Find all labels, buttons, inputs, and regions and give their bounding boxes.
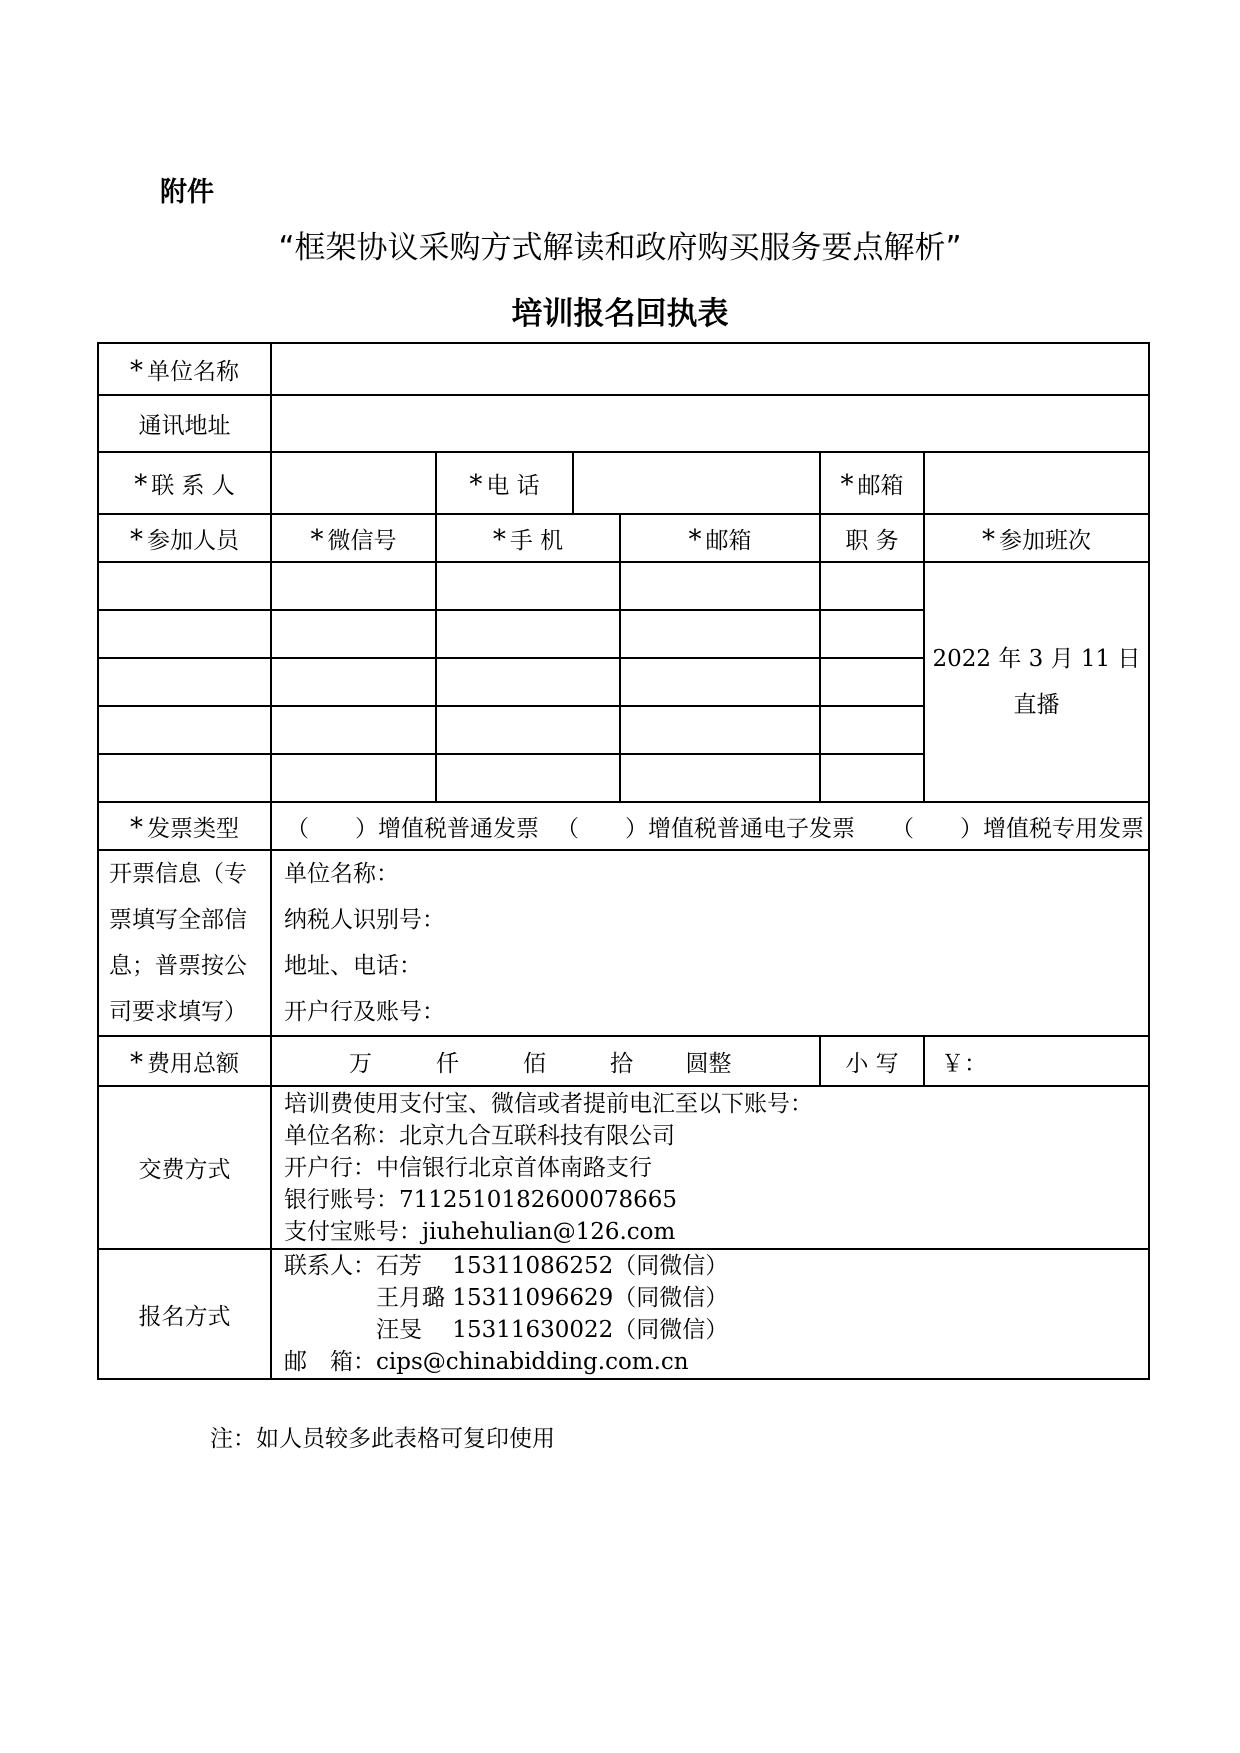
form-title: 培训报名回执表	[511, 296, 729, 332]
participants-label: * 参加人员	[98, 514, 271, 562]
participant-email-cell[interactable]	[620, 706, 820, 754]
session-header: * 参加班次	[924, 514, 1149, 562]
invoice-address-phone[interactable]: 地址、电话：	[284, 953, 422, 979]
contact-label: * 联 系 人	[98, 452, 271, 514]
invoice-option-normal[interactable]: （ ）增值税普通发票	[286, 815, 539, 842]
invoice-info-label: 开票信息（专 票填写全部信 息；普票按公 司要求填写）	[98, 850, 271, 1036]
invoice-type-row	[98, 802, 1149, 850]
document-title: “框架协议采购方式解读和政府购买服务要点解析”	[278, 230, 962, 266]
email-input[interactable]	[924, 452, 1149, 514]
attachment-label: 附件	[160, 177, 214, 208]
invoice-tax-id[interactable]: 纳税人识别号：	[284, 907, 445, 933]
phone-label: * 电 话	[436, 452, 573, 514]
fee-amount-uppercase[interactable]: 万 仟 佰 拾 圆整	[271, 1036, 820, 1086]
participant-position-cell[interactable]	[820, 754, 924, 802]
fee-row	[98, 1036, 1149, 1086]
contact-input[interactable]	[271, 452, 436, 514]
participant-wechat-cell[interactable]	[271, 754, 436, 802]
participant-name-cell[interactable]	[98, 754, 271, 802]
address-row	[98, 395, 1149, 452]
invoice-unit-name[interactable]: 单位名称：	[284, 861, 399, 887]
participant-email-cell[interactable]	[620, 658, 820, 706]
participant-wechat-cell[interactable]	[271, 706, 436, 754]
email-label: * 邮箱	[820, 452, 924, 514]
participant-email-header: * 邮箱	[620, 514, 820, 562]
unit-name-input[interactable]	[271, 343, 1149, 395]
contact-row	[98, 452, 1149, 514]
participant-position-cell[interactable]	[820, 706, 924, 754]
invoice-option-electronic[interactable]: （ ）增值税普通电子发票	[556, 815, 855, 842]
participant-mobile-cell[interactable]	[436, 706, 620, 754]
invoice-type-label: * 发票类型	[98, 802, 271, 850]
invoice-option-special[interactable]: （ ）增值税专用发票	[891, 815, 1144, 842]
footnote: 注：如人员较多此表格可复印使用	[210, 1426, 555, 1452]
fee-lowercase-label: 小 写	[820, 1036, 924, 1086]
fee-lowercase-value[interactable]: ￥：	[924, 1036, 1149, 1086]
participant-mobile-cell[interactable]	[436, 754, 620, 802]
participant-row	[98, 562, 1149, 610]
invoice-info-fields	[271, 850, 1149, 1036]
payment-row	[98, 1086, 1149, 1249]
participant-email-cell[interactable]	[620, 610, 820, 658]
address-label: 通讯地址	[98, 395, 271, 452]
fee-total-label: * 费用总额	[98, 1036, 271, 1086]
participant-wechat-cell[interactable]	[271, 562, 436, 610]
registration-table	[97, 342, 1150, 1380]
participant-name-cell[interactable]	[98, 562, 271, 610]
invoice-type-options	[271, 802, 1149, 850]
position-header: 职 务	[820, 514, 924, 562]
session-cell	[924, 562, 1149, 802]
participant-position-cell[interactable]	[820, 658, 924, 706]
phone-input[interactable]	[573, 452, 820, 514]
session-mode: 直播	[1013, 692, 1060, 718]
signup-info: 联系人：石芳 15311086252（同微信） 王月璐 15311096629（同微信） 汪旻 15311630022（同微信） 邮 箱：cips@chinabidding.com.cn	[271, 1249, 1149, 1379]
payment-info: 培训费使用支付宝、微信或者提前电汇至以下账号： 单位名称：北京九合互联科技有限公司 开户行：中信银行北京首体南路支行 银行账号：7112510182600078665 支付宝账号：jiuhehulian@126.com	[271, 1086, 1149, 1249]
participant-name-cell[interactable]	[98, 610, 271, 658]
unit-name-row	[98, 343, 1149, 395]
participant-mobile-cell[interactable]	[436, 562, 620, 610]
payment-label: 交费方式	[98, 1086, 271, 1249]
mobile-header: * 手 机	[436, 514, 620, 562]
invoice-bank-account[interactable]: 开户行及账号：	[284, 999, 445, 1025]
participant-position-cell[interactable]	[820, 562, 924, 610]
participant-name-cell[interactable]	[98, 658, 271, 706]
participant-mobile-cell[interactable]	[436, 658, 620, 706]
participant-wechat-cell[interactable]	[271, 610, 436, 658]
participant-wechat-cell[interactable]	[271, 658, 436, 706]
wechat-header: * 微信号	[271, 514, 436, 562]
participant-name-cell[interactable]	[98, 706, 271, 754]
participant-email-cell[interactable]	[620, 562, 820, 610]
participant-position-cell[interactable]	[820, 610, 924, 658]
address-input[interactable]	[271, 395, 1149, 452]
participants-header-row	[98, 514, 1149, 562]
invoice-info-row	[98, 850, 1149, 1036]
participant-mobile-cell[interactable]	[436, 610, 620, 658]
signup-label: 报名方式	[98, 1249, 271, 1379]
session-date: 2022 年 3 月 11 日	[932, 646, 1141, 672]
signup-row	[98, 1249, 1149, 1379]
participant-email-cell[interactable]	[620, 754, 820, 802]
unit-name-label: * 单位名称	[98, 343, 271, 395]
